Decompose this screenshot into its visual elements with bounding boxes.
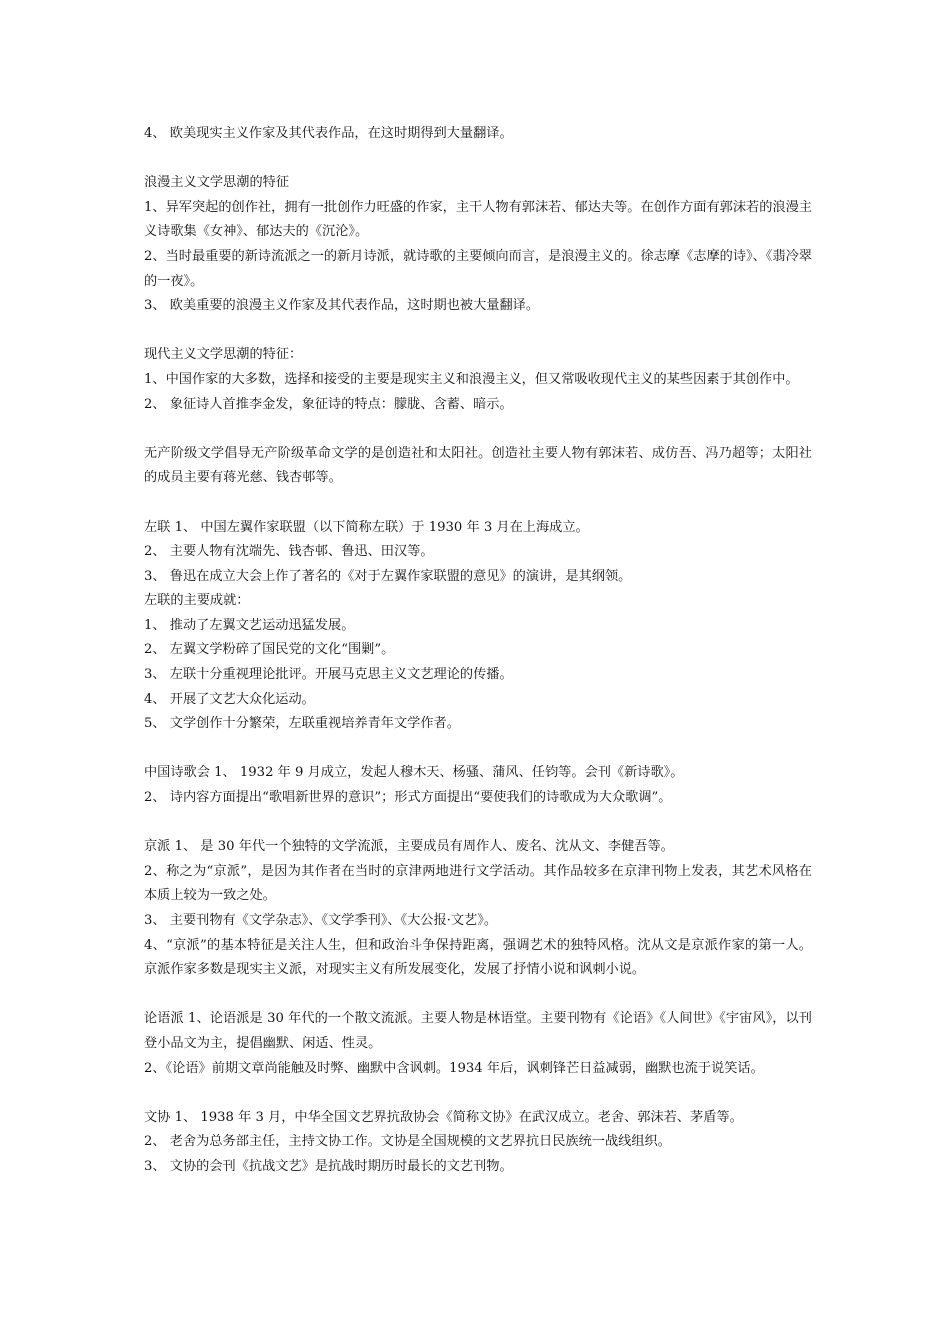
section-realism-translation	[144, 122, 812, 147]
paragraph: 京派 1、 是 30 年代一个独特的文学流派，主要成员有周作人、废名、沈从文、李健吾等。	[144, 839, 674, 855]
paragraph: 2、 主要人物有沈端先、钱杏邨、鲁迅、田汉等。	[144, 544, 434, 560]
paragraph: 2、当时最重要的新诗流派之一的新月诗派，就诗歌的主要倾向而言，是浪漫主义的。徐志摩《志摩的诗》、《翡冷翠的一夜》。	[144, 248, 812, 289]
paragraph: 1、中国作家的大多数，选择和接受的主要是现实主义和浪漫主义，但又常吸收现代主义的某些因素于其创作中。	[144, 371, 799, 387]
paragraph: 4、 欧美现实主义作家及其代表作品，在这时期得到大量翻译。	[144, 126, 513, 141]
paragraph: 3、 鲁迅在成立大会上作了著名的《对于左翼作家联盟的意见》的演讲，是其纲领。	[144, 568, 632, 584]
section-china-poetry-society	[144, 761, 812, 810]
paragraph: 2、《论语》前期文章尚能触及时弊、幽默中含讽刺。1934 年后，讽刺锋芒日益减弱，幽默也流于说笑话。	[144, 1060, 764, 1076]
paragraph: 论语派 1、论语派是 30 年代的一个散文流派。主要人物是林语堂。主要刊物有《论语》《人间世》《宇宙风》，以刊登小品文为主，提倡幽默、闲适、性灵。	[144, 1011, 812, 1051]
paragraph: 5、 文学创作十分繁荣，左联重视培养青年文学作者。	[144, 716, 460, 732]
paragraph: 3、 主要刊物有《文学杂志》、《文学季刊》、《大公报·文艺》。	[144, 913, 498, 928]
paragraph: 1、 推动了左翼文艺运动迅猛发展。	[144, 617, 355, 633]
paragraph: 2、 老舍为总务部主任，主持文协工作。文协是全国规模的文艺界抗日民族统一战线组织。	[144, 1134, 671, 1150]
section-modernism	[144, 343, 812, 417]
section-writers-association	[144, 1106, 812, 1180]
paragraph: 3、 左联十分重视理论批评。开展马克思主义文艺理论的传播。	[144, 667, 513, 683]
paragraph: 4、“京派”的基本特征是关注人生，但和政治斗争保持距离，强调艺术的独特风格。沈从文是京派作家的第一人。京派作家多数是现实主义派，对现实主义有所发展变化，发展了抒情小说和讽刺小说。	[144, 937, 812, 978]
paragraph: 2、 左翼文学粉碎了国民党的文化“围剿”。	[144, 642, 395, 658]
paragraph: 2、称之为“京派”，是因为其作者在当时的京津两地进行文学活动。其作品较多在京津刊物上发表，其艺术风格在本质上较为一致之处。	[144, 863, 812, 904]
section-proletarian-literature	[144, 442, 812, 491]
paragraph: 2、 象征诗人首推李金发，象征诗的特点：朦胧、含蓄、暗示。	[144, 396, 513, 412]
section-beijing-school	[144, 835, 812, 983]
paragraph: 中国诗歌会 1、 1932 年 9 月成立，发起人穆木天、杨骚、蒲风、任钧等。会刊《新诗歌》。	[144, 765, 684, 781]
paragraph: 3、 欧美重要的浪漫主义作家及其代表作品，这时期也被大量翻译。	[144, 298, 540, 314]
document-body	[144, 122, 812, 1204]
paragraph: 3、 文协的会刊《抗战文艺》是抗战时期历时最长的文艺刊物。	[144, 1158, 513, 1174]
paragraph: 4、 开展了文艺大众化运动。	[144, 691, 315, 707]
section-analects-school	[144, 1007, 812, 1081]
section-romanticism	[144, 171, 812, 319]
paragraph: 文协 1、 1938 年 3 月，中华全国文艺界抗敌协会《简称文协》在武汉成立。老舍、郭沫若、茅盾等。	[144, 1109, 743, 1125]
paragraph: 1、异军突起的创作社，拥有一批创作力旺盛的作家，主干人物有郭沫若、郁达夫等。在创作方面有郭沫若的浪漫主义诗歌集《女神》、郁达夫的《沉沦》。	[144, 199, 812, 240]
section-heading: 现代主义文学思潮的特征：	[144, 347, 303, 363]
paragraph: 2、 诗内容方面提出“歌唱新世界的意识”；形式方面提出“要使我们的诗歌成为大众歌调”。	[144, 790, 672, 806]
section-left-league	[144, 516, 812, 737]
paragraph: 无产阶级文学倡导无产阶级革命文学的是创造社和太阳社。创造社主要人物有郭沫若、成仿吾、冯乃超等；太阳社的成员主要有蒋光慈、钱杏邨等。	[144, 445, 812, 486]
section-heading: 浪漫主义文学思潮的特征	[144, 175, 290, 191]
paragraph: 左联 1、 中国左翼作家联盟（以下简称左联）于 1930 年 3 月在上海成立。	[144, 519, 589, 535]
section-heading: 左联的主要成就：	[144, 593, 250, 609]
